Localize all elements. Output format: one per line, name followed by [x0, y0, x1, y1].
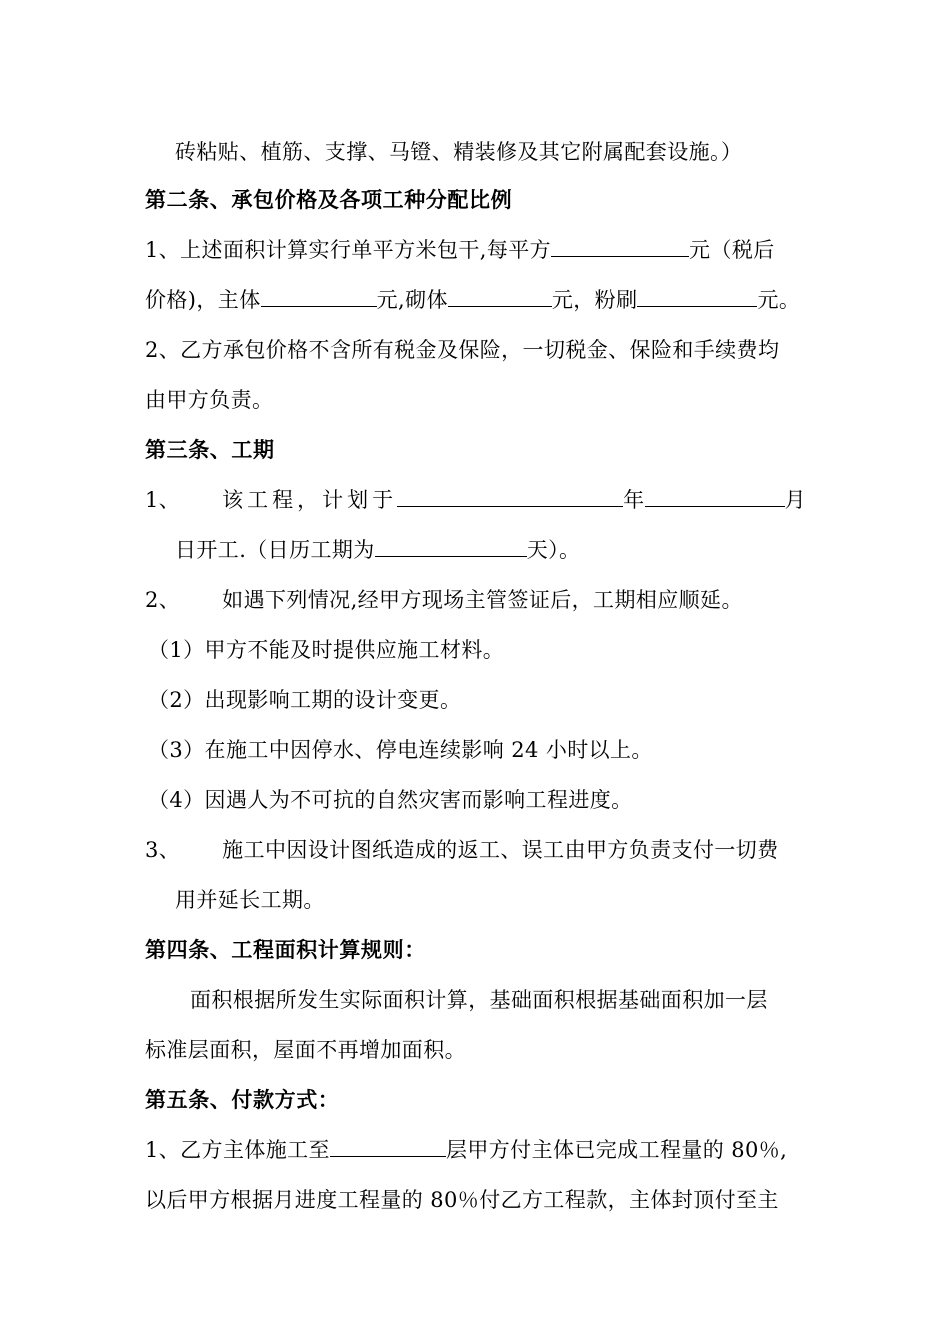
fill-in-blank-plastering[interactable] — [637, 286, 757, 307]
list-number: 1、 — [145, 488, 181, 512]
section-heading-3: 第三条、工期 — [145, 438, 275, 462]
text-segment: 该工程，计划于 — [222, 488, 398, 512]
text-line — [145, 1136, 787, 1164]
text-line — [145, 586, 743, 614]
text-segment: 元。 — [757, 288, 801, 312]
text-segment: 元,砌体 — [376, 288, 448, 312]
text-line — [145, 486, 806, 514]
text-line: 以后甲方根据月进度工程量的 80％付乙方工程款，主体封顶付至主 — [145, 1188, 779, 1212]
text-segment: 施工中因设计图纸造成的返工、误工由甲方负责支付一切费 — [222, 838, 779, 862]
fill-in-blank-start-year[interactable] — [397, 486, 623, 507]
list-item: （3）在施工中因停水、停电连续影响 24 小时以上。 — [148, 738, 653, 762]
list-item: （4）因遇人为不可抗的自然灾害而影响工程进度。 — [148, 788, 633, 812]
text-line: 面积根据所发生实际面积计算，基础面积根据基础面积加一层 — [190, 988, 768, 1012]
fill-in-blank-start-month[interactable] — [645, 486, 785, 507]
text-line — [145, 836, 779, 864]
text-line: 用并延长工期。 — [175, 888, 325, 912]
fill-in-blank-price-per-sqm[interactable] — [551, 236, 689, 257]
fill-in-blank-floor-number[interactable] — [330, 1136, 446, 1157]
fill-in-blank-main-structure[interactable] — [261, 286, 377, 307]
text-line — [145, 236, 775, 264]
text-line — [175, 536, 580, 564]
text-segment: 如遇下列情况,经甲方现场主管签证后，工期相应顺延。 — [222, 588, 743, 612]
section-heading-4: 第四条、工程面积计算规则： — [145, 938, 426, 962]
list-number: 2、 — [145, 588, 181, 612]
list-number: 3、 — [145, 838, 181, 862]
text-segment: 日开工.（日历工期为 — [175, 538, 375, 562]
text-line: 砖粘贴、植筋、支撑、马镫、精装修及其它附属配套设施。） — [175, 140, 743, 164]
text-segment: 元（税后 — [689, 238, 775, 262]
section-heading-2: 第二条、承包价格及各项工种分配比例 — [145, 188, 513, 212]
text-segment: 1、乙方主体施工至 — [145, 1138, 330, 1162]
text-line: 2、乙方承包价格不含所有税金及保险，一切税金、保险和手续费均 — [145, 338, 780, 362]
text-segment: 年 — [623, 488, 645, 512]
text-segment: 月 — [784, 488, 806, 512]
text-segment: 元，粉刷 — [551, 288, 638, 312]
fill-in-blank-calendar-days[interactable] — [375, 536, 527, 557]
section-heading-5: 第五条、付款方式： — [145, 1088, 340, 1112]
list-item: （1）甲方不能及时提供应施工材料。 — [148, 638, 505, 662]
text-segment: 价格)，主体 — [145, 288, 261, 312]
text-line: 标准层面积，屋面不再增加面积。 — [145, 1038, 466, 1062]
fill-in-blank-masonry[interactable] — [448, 286, 552, 307]
list-item: （2）出现影响工期的设计变更。 — [148, 688, 462, 712]
text-line: 由甲方负责。 — [145, 388, 274, 412]
text-line — [145, 286, 800, 314]
text-segment: 1、上述面积计算实行单平方米包干,每平方 — [145, 238, 552, 262]
text-segment: 层甲方付主体已完成工程量的 80％, — [445, 1138, 788, 1162]
text-segment: 天）。 — [526, 538, 581, 562]
